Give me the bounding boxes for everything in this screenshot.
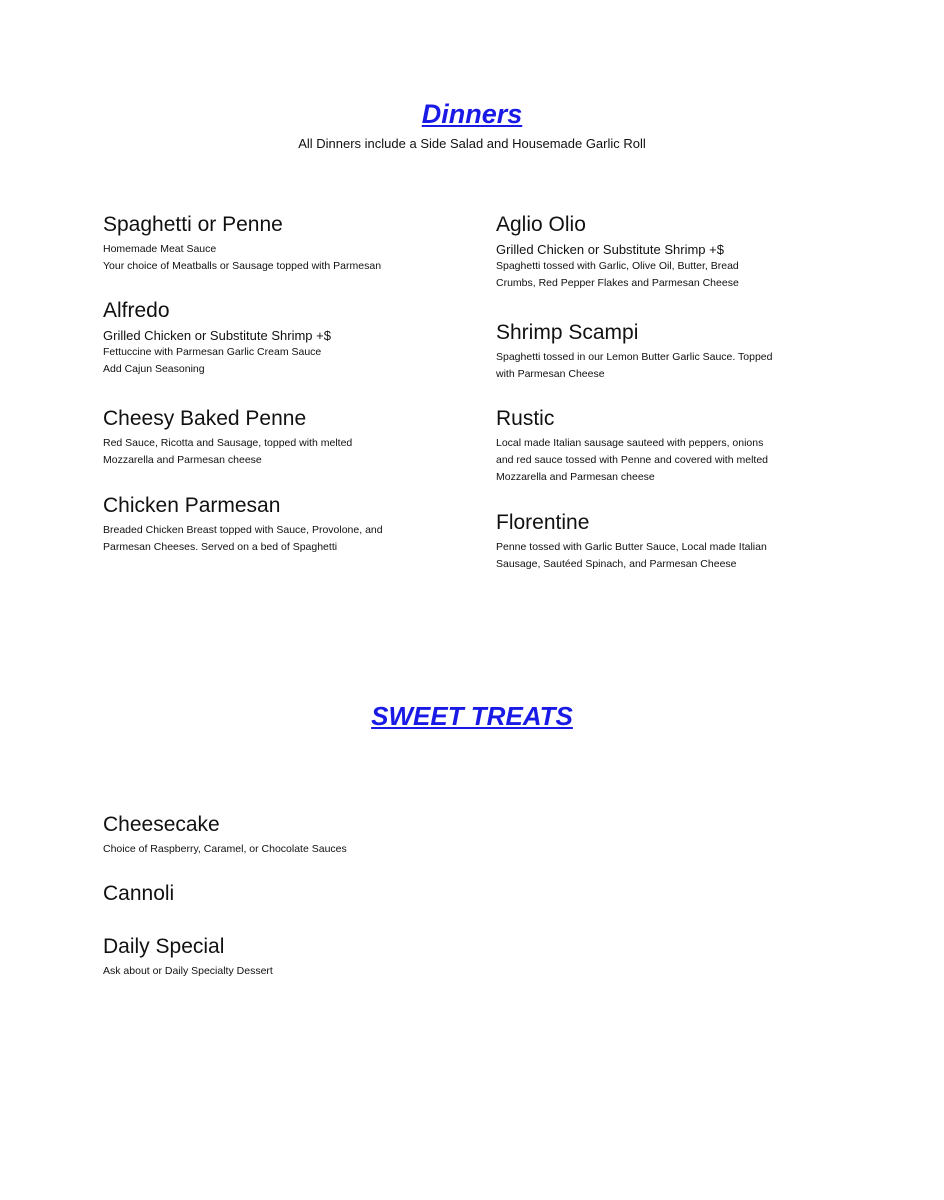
menu-item-alfredo	[103, 297, 453, 378]
menu-item-cannoli	[103, 880, 453, 910]
item-name: Shrimp Scampi	[496, 321, 639, 344]
item-name: Alfredo	[103, 299, 170, 322]
item-description-line: Fettuccine with Parmesan Garlic Cream Sauce	[103, 346, 322, 358]
menu-item-aglio-olio	[496, 211, 841, 292]
menu-item-chicken-parmesan	[103, 492, 453, 556]
item-name: Rustic	[496, 407, 555, 430]
item-description-line: Mozzarella and Parmesan cheese	[103, 454, 262, 466]
item-option: Grilled Chicken or Substitute Shrimp +$	[103, 328, 331, 343]
item-description-line: Add Cajun Seasoning	[103, 363, 205, 375]
menu-item-cheesecake	[103, 811, 453, 858]
menu-item-spaghetti-or-penne	[103, 211, 453, 275]
item-name: Cheesy Baked Penne	[103, 407, 307, 430]
item-description-line: Mozzarella and Parmesan cheese	[496, 471, 655, 483]
item-name: Cheesecake	[103, 813, 220, 836]
item-description-line: Spaghetti tossed with Garlic, Olive Oil, Butter, Bread	[496, 260, 739, 272]
item-name: Daily Special	[103, 935, 225, 958]
item-description-line: Sausage, Sautéed Spinach, and Parmesan Cheese	[496, 558, 737, 570]
item-description-line: Homemade Meat Sauce	[103, 243, 217, 255]
sweet-treats-title: SWEET TREATS	[371, 701, 573, 731]
item-description-line: Breaded Chicken Breast topped with Sauce, Provolone, and	[103, 524, 383, 536]
item-description-line: Crumbs, Red Pepper Flakes and Parmesan Cheese	[496, 277, 739, 289]
menu-item-daily-special	[103, 933, 453, 980]
item-name: Aglio Olio	[496, 213, 586, 236]
item-description-line: Red Sauce, Ricotta and Sausage, topped with melted	[103, 437, 353, 449]
item-name: Cannoli	[103, 882, 175, 905]
item-name: Florentine	[496, 511, 590, 534]
item-description-line: Penne tossed with Garlic Butter Sauce, Local made Italian	[496, 541, 767, 553]
menu-item-cheesy-baked-penne	[103, 405, 453, 469]
item-description-line: Choice of Raspberry, Caramel, or Chocolate Sauces	[103, 843, 347, 855]
item-name: Chicken Parmesan	[103, 494, 281, 517]
dinners-title: Dinners	[421, 99, 523, 129]
menu-item-rustic	[496, 405, 841, 486]
item-name: Spaghetti or Penne	[103, 213, 283, 236]
item-description-line: Your choice of Meatballs or Sausage topped with Parmesan	[103, 260, 382, 272]
item-description-line: Spaghetti tossed in our Lemon Butter Garlic Sauce. Topped	[496, 351, 773, 363]
item-option: Grilled Chicken or Substitute Shrimp +$	[496, 242, 724, 257]
menu-item-florentine	[496, 509, 841, 573]
item-description-line: with Parmesan Cheese	[496, 368, 605, 380]
item-description-line: Parmesan Cheeses. Served on a bed of Spaghetti	[103, 541, 338, 553]
item-description-line: Local made Italian sausage sauteed with peppers, onions	[496, 437, 764, 449]
menu-item-shrimp-scampi	[496, 319, 841, 383]
item-description-line: Ask about or Daily Specialty Dessert	[103, 965, 273, 977]
dinners-subtitle: All Dinners include a Side Salad and Housemade Garlic Roll	[298, 136, 646, 151]
item-description-line: and red sauce tossed with Penne and covered with melted	[496, 454, 769, 466]
